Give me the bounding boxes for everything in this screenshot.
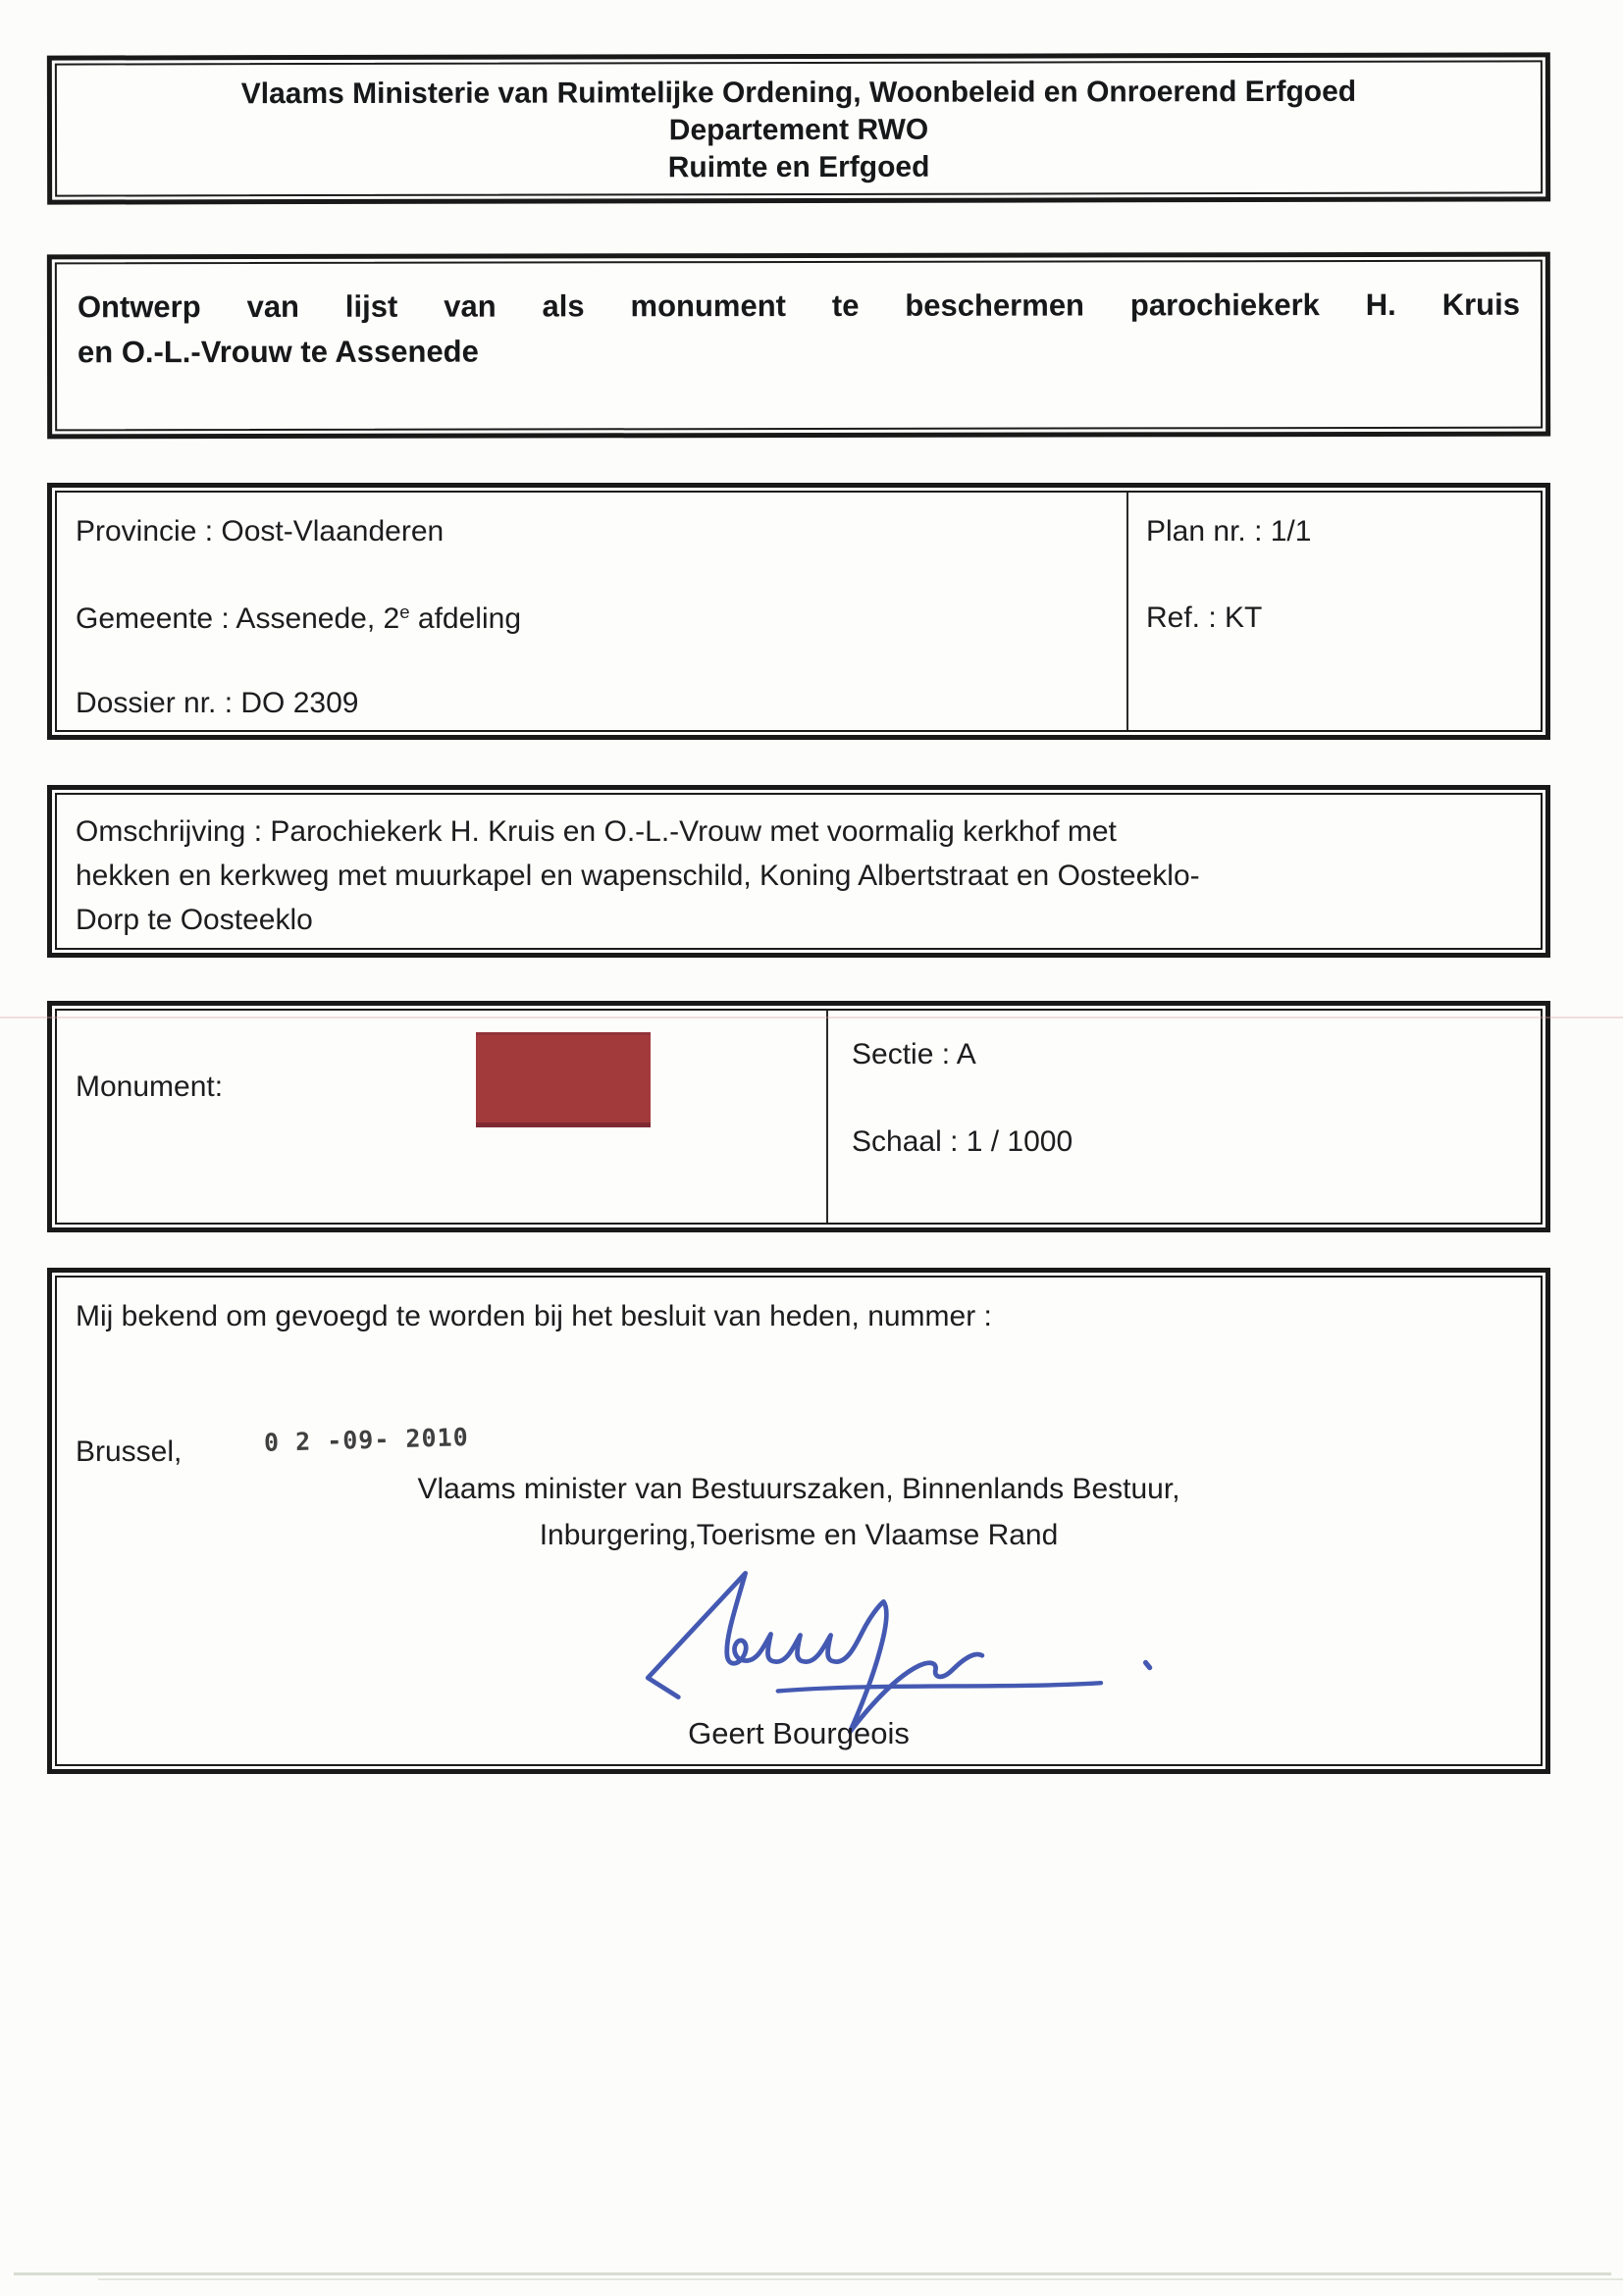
- schaal-field: Schaal : 1 / 1000: [852, 1125, 1073, 1158]
- monument-right-column: [826, 1011, 1545, 1223]
- division-name: Ruimte en Erfgoed: [667, 150, 930, 184]
- document-title-box: [47, 252, 1550, 440]
- gemeente-text: Gemeente : Assenede, 2: [76, 602, 400, 635]
- signature-stroke: [648, 1573, 982, 1732]
- place-label: Brussel,: [76, 1435, 183, 1468]
- document-title: [52, 257, 1545, 376]
- monument-color-swatch: [476, 1032, 651, 1127]
- signature-ink: [625, 1563, 1175, 1736]
- scan-artifact-line: [0, 1017, 1623, 1018]
- omschrijving-line-1: Omschrijving : Parochiekerk H. Kruis en O.-L.-Vrouw met voormalig kerkhof met: [76, 815, 1117, 848]
- omschrijving-text: [52, 790, 1545, 942]
- monument-legend-box: [47, 1001, 1550, 1232]
- ministry-header-lines: [52, 57, 1545, 187]
- dossier-field: Dossier nr. : DO 2309: [76, 687, 359, 719]
- document-title-line-1: Ontwerp van lijst van als monument te beschermen parochiekerk H. Kruis: [77, 287, 1520, 325]
- gemeente-superscript: e: [399, 601, 410, 622]
- omschrijving-line-3: Dorp te Oosteeklo: [76, 904, 313, 936]
- gemeente-field: [76, 601, 521, 636]
- signature-period: [1146, 1662, 1150, 1667]
- omschrijving-box: [47, 785, 1550, 958]
- besluit-intro-text: Mij bekend om gevoegd te worden bij het besluit van heden, nummer :: [76, 1300, 992, 1332]
- location-info-box: [47, 483, 1550, 740]
- ministry-header-box: [47, 52, 1550, 204]
- date-stamp: 0 2 -09- 2010: [263, 1423, 470, 1457]
- sectie-field: Sectie : A: [852, 1038, 976, 1070]
- ministry-name: Vlaams Ministerie van Ruimtelijke Ordening, Woonbeleid en Onroerend Erfgoed: [240, 75, 1357, 111]
- gemeente-suffix: afdeling: [409, 602, 522, 635]
- monument-label: Monument:: [76, 1070, 224, 1103]
- plan-nr-field: Plan nr. : 1/1: [1146, 515, 1312, 548]
- scan-artifact-bottom-line: [14, 2272, 1611, 2275]
- omschrijving-line-2: hekken en kerkweg met muurkapel en wapenschild, Koning Albertstraat en Oosteeklo-: [76, 860, 1200, 892]
- plan-info-right-column: [1126, 493, 1545, 730]
- location-info-left-column: [52, 488, 1126, 735]
- document-title-line-2: en O.-L.-Vrouw te Assenede: [77, 334, 479, 370]
- minister-title-line-1: Vlaams minister van Bestuurszaken, Binnenlands Bestuur,: [417, 1473, 1180, 1505]
- provincie-field: Provincie : Oost-Vlaanderen: [76, 515, 445, 548]
- department-name: Departement RWO: [668, 113, 929, 147]
- minister-title-line-2: Inburgering,Toerisme en Vlaamse Rand: [539, 1519, 1059, 1551]
- scan-artifact-bottom-line-2: [98, 2278, 1623, 2280]
- besluit-signature-box: [47, 1268, 1550, 1774]
- signer-name: Geert Bourgeois: [688, 1716, 910, 1750]
- ref-field: Ref. : KT: [1146, 601, 1263, 634]
- signature-underline: [778, 1683, 1101, 1691]
